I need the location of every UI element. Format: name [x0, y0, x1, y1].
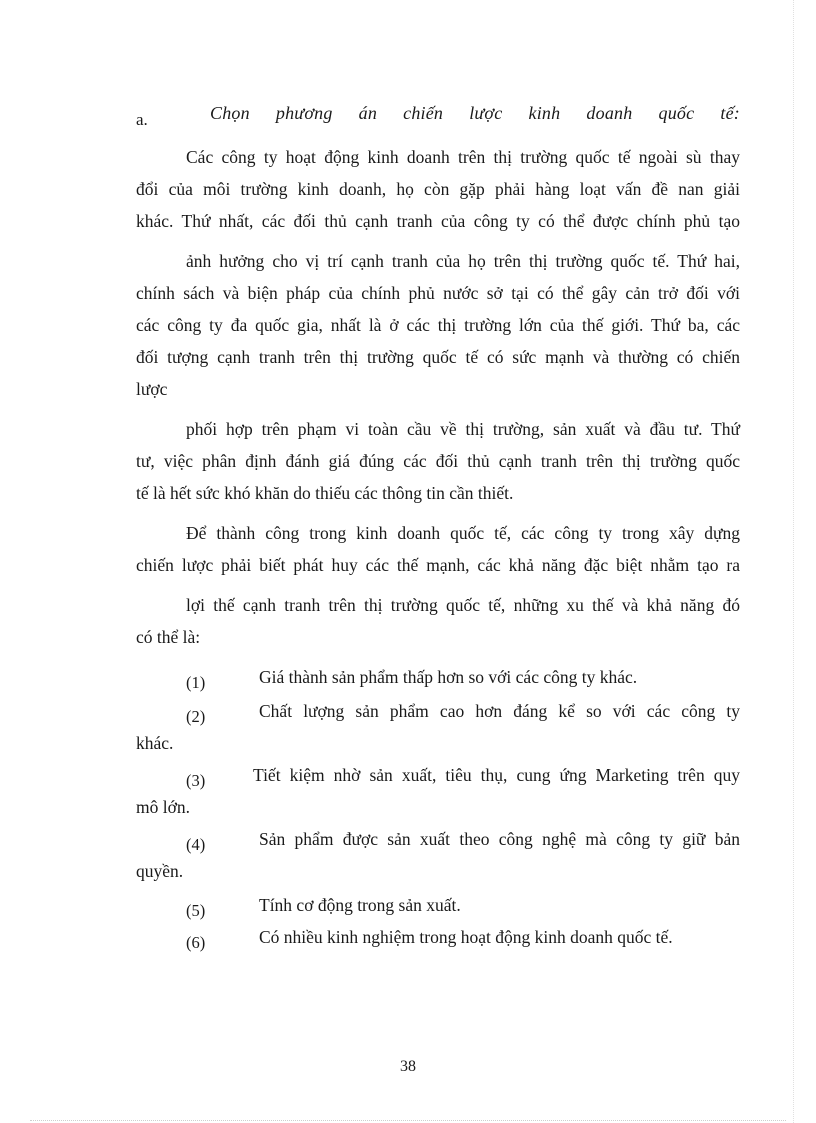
list-item-continuation: mô lớn. — [136, 797, 190, 817]
section-heading: Chọn phương án chiến lược kinh doanh quốc tế: — [210, 103, 740, 123]
list-number: (1) — [186, 673, 206, 692]
list-number: (2) — [186, 707, 206, 726]
paragraph-3-line-1: phối hợp trên phạm vi toàn cầu về thị trường, sản xuất và đầu tư. Thứ — [186, 419, 740, 439]
list-item-continuation: khác. — [136, 733, 174, 753]
section-letter: a. — [136, 110, 148, 129]
list-item-text: Có nhiều kinh nghiệm trong hoạt động kinh doanh quốc tế. — [259, 927, 673, 947]
page-edge-divider — [793, 0, 794, 1123]
paragraph-3-line-2: tư, việc phân định đánh giá đúng các đối thủ cạnh tranh trên thị trường quốc — [136, 451, 740, 471]
list-item-text: Chất lượng sản phẩm cao hơn đáng kể so với các công ty — [259, 701, 740, 721]
paragraph-5-line-2: có thể là: — [136, 627, 201, 647]
list-number: (6) — [186, 933, 206, 952]
paragraph-2-line-1: ảnh hưởng cho vị trí cạnh tranh của họ trên thị trường quốc tế. Thứ hai, — [186, 251, 740, 271]
list-item-continuation: quyền. — [136, 861, 184, 881]
paragraph-5-line-1: lợi thế cạnh tranh trên thị trường quốc tế, những xu thế và khả năng đó — [186, 595, 740, 615]
paragraph-2-line-3: các công ty đa quốc gia, nhất là ở các thị trường lớn của thế giới. Thứ ba, các — [136, 315, 740, 335]
paragraph-4-line-2: chiến lược phải biết phát huy các thế mạnh, các khả năng đặc biệt nhằm tạo ra — [136, 555, 740, 575]
paragraph-1-line-1: Các công ty hoạt động kinh doanh trên thị trường quốc tế ngoài sù thay — [186, 147, 740, 167]
paragraph-4-line-1: Để thành công trong kinh doanh quốc tế, các công ty trong xây dựng — [186, 523, 740, 543]
list-number: (4) — [186, 835, 206, 854]
footer-divider — [30, 1120, 786, 1121]
list-number: (5) — [186, 901, 206, 920]
paragraph-3-line-3: tế là hết sức khó khăn do thiếu các thông tin cần thiết. — [136, 483, 514, 503]
paragraph-1-line-2: đổi của môi trường kinh doanh, họ còn gặp phải hàng loạt vấn đề nan giải — [136, 179, 740, 199]
paragraph-1-line-3: khác. Thứ nhất, các đối thủ cạnh tranh của công ty có thể được chính phủ tạo — [136, 211, 740, 231]
list-item-text: Tính cơ động trong sản xuất. — [259, 895, 461, 915]
page-number: 38 — [400, 1058, 416, 1075]
list-number: (3) — [186, 771, 206, 790]
list-item-text: Giá thành sản phẩm thấp hơn so với các công ty khác. — [259, 667, 638, 687]
list-item-text: Sản phẩm được sản xuất theo công nghệ mà công ty giữ bản — [259, 829, 740, 849]
paragraph-2-line-2: chính sách và biện pháp của chính phủ nước sở tại có thể gây cản trở đối với — [136, 283, 740, 303]
paragraph-2-line-5: lược — [136, 379, 168, 399]
list-item-text: Tiết kiệm nhờ sản xuất, tiêu thụ, cung ứng Marketing trên quy — [253, 765, 740, 785]
paragraph-2-line-4: đối tượng cạnh tranh trên thị trường quốc tế có sức mạnh và thường có chiến — [136, 347, 740, 367]
